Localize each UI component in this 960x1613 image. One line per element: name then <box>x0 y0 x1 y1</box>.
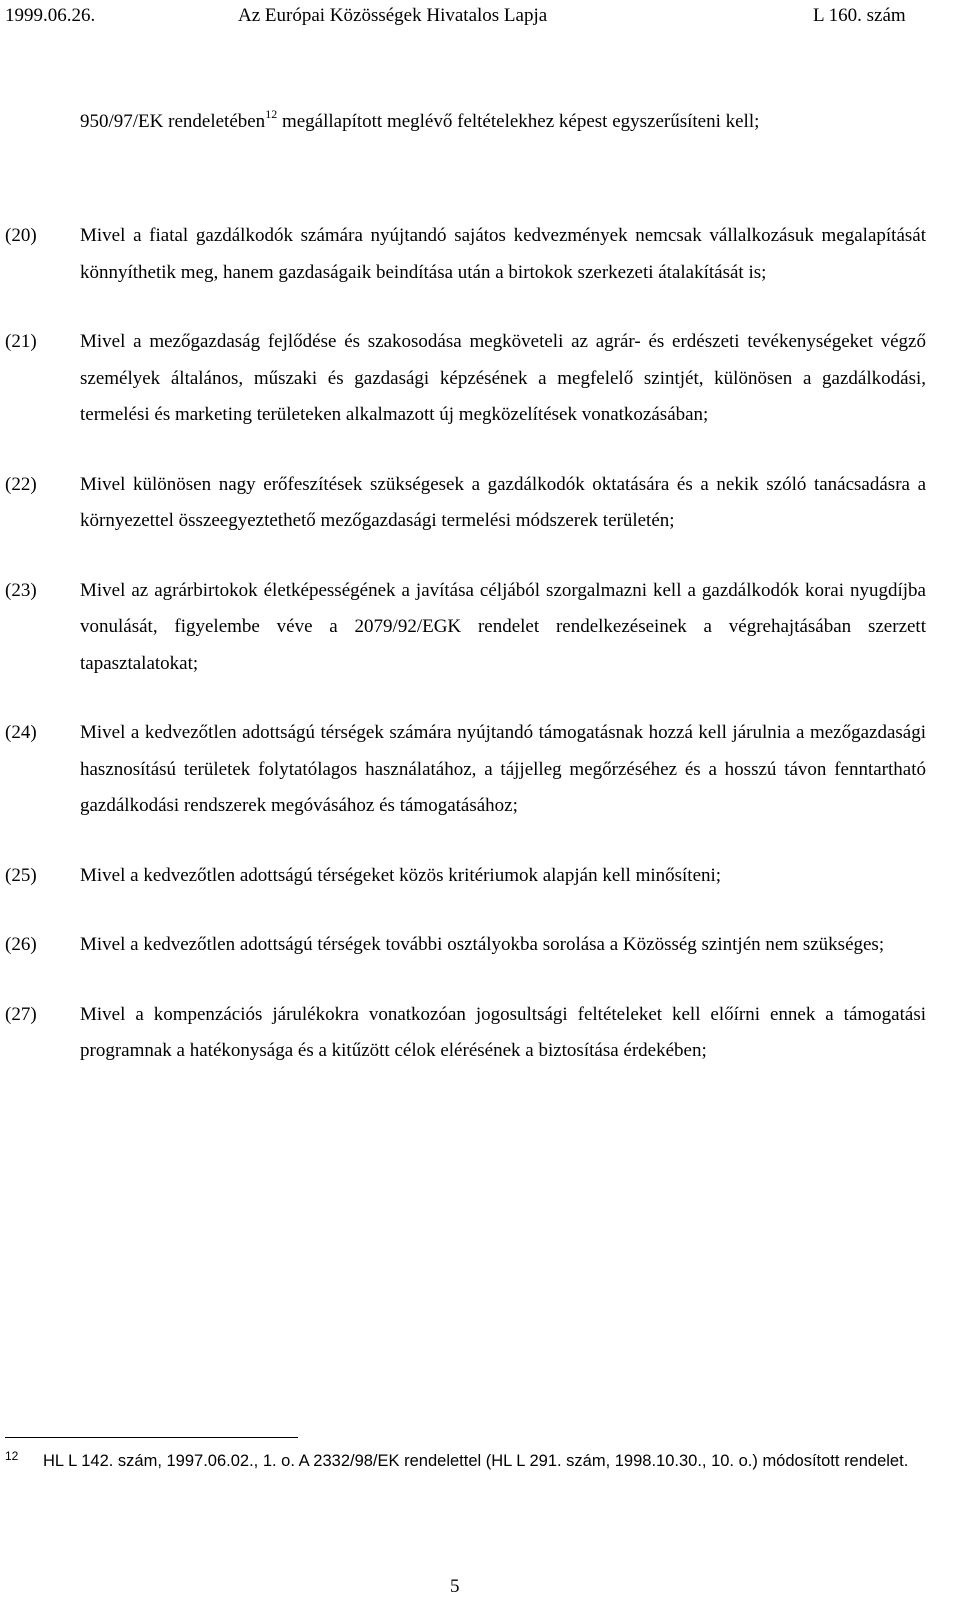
recital-26 <box>5 927 926 964</box>
recital-text: Mivel a kedvezőtlen adottságú térségeket közös kritériumok alapján kell minősíteni; <box>80 864 722 886</box>
recital-number: (21) <box>5 331 37 352</box>
continuation-paragraph <box>80 104 926 141</box>
continuation-text-after: megállapított meglévő feltételekhez képest egyszerűsíteni kell; <box>277 111 760 132</box>
recital-24 <box>5 715 926 825</box>
header-date: 1999.06.26. <box>5 5 96 26</box>
footnote-reference: 12 <box>265 107 278 121</box>
recital-number: (22) <box>5 473 37 495</box>
recital-text: Mivel a kompenzációs járulékokra vonatkozóan jogosultsági feltételeket kell előírni ennek a támogatási programnak a hatékonysága és a kitűzött célok elérésének a biztosítása érdekében; <box>80 1003 926 1061</box>
recital-list <box>5 218 926 1103</box>
recital-23 <box>5 573 926 683</box>
recital-22 <box>5 467 926 540</box>
recital-21 <box>5 324 926 434</box>
footnote-text: HL L 142. szám, 1997.06.02., 1. o. A 2332/98/EK rendelettel (HL L 291. szám, 1998.10.30., 10. o.) módosított rendelet. <box>43 1452 909 1470</box>
recital-number: (24) <box>5 722 37 743</box>
recital-text: Mivel a fiatal gazdálkodók számára nyújtandó sajátos kedvezmények nemcsak vállalkozásuk megalapítását könnyíthetik meg, hanem gazdaságaik beindítása után a birtokok szerkezeti átalakítását is; <box>80 225 926 283</box>
recital-25 <box>5 858 926 895</box>
recital-27 <box>5 997 926 1070</box>
recital-number: (23) <box>5 579 37 601</box>
header-issue-number: L 160. szám <box>813 5 906 26</box>
footnote-separator <box>5 1437 298 1438</box>
recital-number: (26) <box>5 934 37 955</box>
footnote <box>5 1449 926 1474</box>
footnote-number: 12 <box>5 1449 19 1463</box>
running-header <box>5 4 935 28</box>
recital-number: (27) <box>5 1003 37 1025</box>
recital-number: (25) <box>5 864 37 886</box>
recital-text: Mivel különösen nagy erőfeszítések szükségesek a gazdálkodók oktatására és a nekik szóló tanácsadásra a környezettel összeegyeztethető mezőgazdasági termelési módszerek területén; <box>80 473 926 531</box>
page-number: 5 <box>450 1576 460 1597</box>
recital-text: Mivel a kedvezőtlen adottságú térségek további osztályokba sorolása a Közösség szintjén nem szükséges; <box>80 934 885 955</box>
continuation-text-before: 950/97/EK rendeletében <box>80 111 266 132</box>
recital-text: Mivel az agrárbirtokok életképességének a javítása céljából szorgalmazni kell a gazdálkodók korai nyugdíjba vonulását, figyelembe véve a 2079/92/EGK rendelet rendelkezéseinek a végrehajtásában szerzett tapasztalatokat; <box>80 579 926 674</box>
recital-text: Mivel a mezőgazdaság fejlődése és szakosodása megköveteli az agrár- és erdészeti tevékenységeket végző személyek általános, műszaki és gazdasági képzésének a megfelelő szintjét, különösen a gazdálkodási, termelési és marketing területeken alkalmazott új megközelítések vonatkozásában; <box>80 331 926 425</box>
recital-20 <box>5 218 926 291</box>
recital-number: (20) <box>5 225 37 246</box>
header-journal-title: Az Európai Közösségek Hivatalos Lapja <box>238 5 548 26</box>
recital-text: Mivel a kedvezőtlen adottságú térségek számára nyújtandó támogatásnak hozzá kell járulnia a mezőgazdasági hasznosítású területek folytatólagos használatához, a tájjelleg megőrzéséhez és a hosszú távon fenntartható gazdálkodási rendszerek megóvásához és támogatásához; <box>80 722 926 816</box>
